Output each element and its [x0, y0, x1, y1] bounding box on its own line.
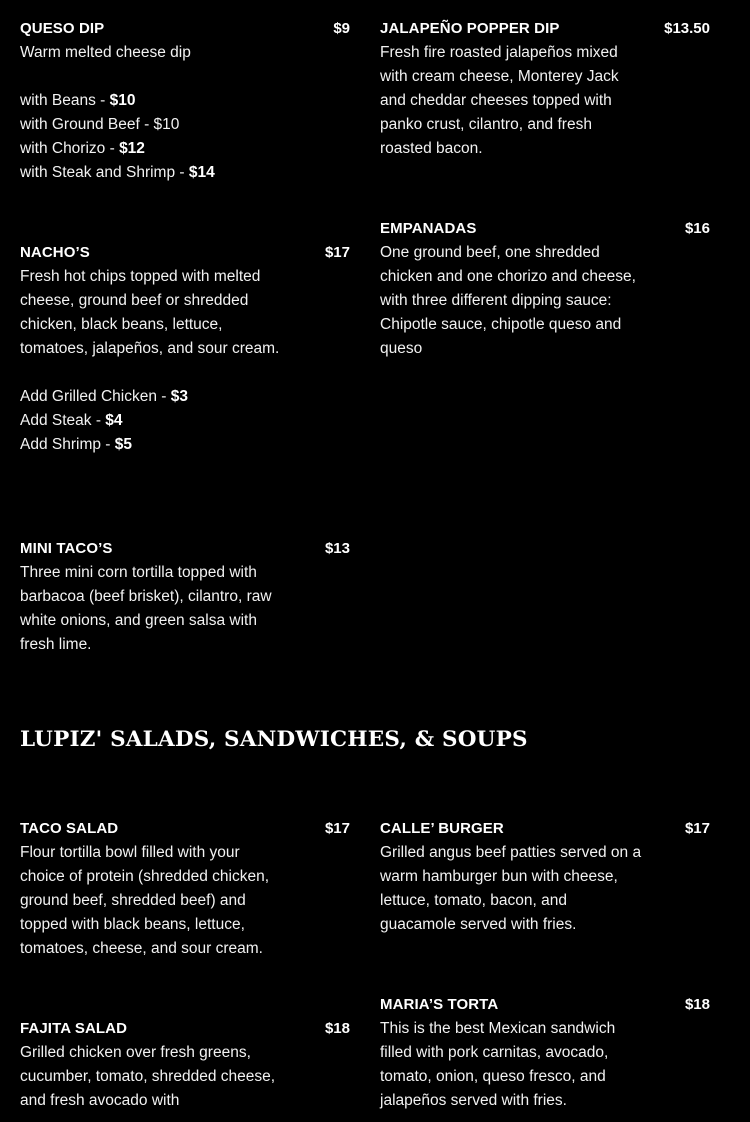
menu-item-calle-burger	[380, 817, 710, 937]
item-description: Grilled chicken over fresh greens, cucumber, tomato, shredded cheese, and fresh avocado with	[20, 1044, 276, 1109]
item-description: Three mini corn tortilla topped with barbacoa (beef brisket), cilantro, raw white onions, and green salsa with fresh lime.	[20, 564, 272, 653]
item-price: $13	[324, 540, 350, 557]
section-title: LUPIZ' SALADS, SANDWICHES, & SOUPS	[20, 727, 528, 752]
option-line: Add Shrimp - $5	[20, 436, 133, 453]
item-options	[20, 89, 350, 185]
item-price: $13.50	[664, 20, 710, 37]
menu-item-jalapeno-popper-dip	[380, 17, 710, 161]
item-name: QUESO DIP	[20, 20, 105, 37]
item-description: This is the best Mexican sandwich filled with pork carnitas, avocado, tomato, onion, queso fresco, and jalapeños served with fries.	[380, 1020, 616, 1109]
item-options	[20, 385, 350, 457]
menu-item-nachos	[20, 241, 350, 457]
option-line: with Steak and Shrimp - $14	[20, 164, 215, 181]
item-description: One ground beef, one shredded chicken and one chorizo and cheese, with three different dipping sauce: Chipotle sauce, chipotle queso and queso	[380, 244, 636, 357]
item-price: $17	[324, 820, 350, 837]
menu-item-fajita-salad	[20, 1017, 350, 1113]
item-description: Fresh hot chips topped with melted cheese, ground beef or shredded chicken, black beans, lettuce, tomatoes, jalapeños, and sour cream.	[20, 268, 280, 357]
option-line: with Ground Beef - $10	[20, 116, 180, 133]
item-price: $9	[333, 20, 350, 37]
option-line: with Beans - $10	[20, 92, 136, 109]
option-line: Add Grilled Chicken - $3	[20, 388, 189, 405]
item-name: MARIA’S TORTA	[380, 996, 499, 1013]
item-price: $18	[324, 1020, 350, 1037]
item-name: JALAPEÑO POPPER DIP	[380, 20, 560, 37]
item-name: NACHO’S	[20, 244, 90, 261]
item-name: MINI TACO’S	[20, 540, 113, 557]
item-price: $17	[684, 820, 710, 837]
item-name: TACO SALAD	[20, 820, 119, 837]
item-description: Fresh fire roasted jalapeños mixed with cream cheese, Monterey Jack and cheddar cheeses topped with panko crust, cilantro, and fresh roasted bacon.	[380, 44, 619, 157]
menu-item-queso-dip	[20, 17, 350, 185]
option-line: Add Steak - $4	[20, 412, 123, 429]
item-name: EMPANADAS	[380, 220, 477, 237]
item-price: $18	[684, 996, 710, 1013]
menu-item-marias-torta	[380, 993, 710, 1113]
menu-item-taco-salad	[20, 817, 350, 961]
item-name: FAJITA SALAD	[20, 1020, 128, 1037]
item-description: Grilled angus beef patties served on a warm hamburger bun with cheese, lettuce, tomato, bacon, and guacamole served with fries.	[380, 844, 642, 933]
menu-item-empanadas	[380, 217, 710, 361]
item-price: $16	[684, 220, 710, 237]
option-line: with Chorizo - $12	[20, 140, 145, 157]
item-description: Warm melted cheese dip	[20, 44, 191, 61]
menu-item-mini-tacos	[20, 537, 350, 657]
item-name: CALLE’ BURGER	[380, 820, 504, 837]
item-description: Flour tortilla bowl filled with your choice of protein (shredded chicken, ground beef, shredded beef) and topped with black beans, lettuce, tomatoes, cheese, and sour cream.	[20, 844, 270, 957]
item-price: $17	[324, 244, 350, 261]
